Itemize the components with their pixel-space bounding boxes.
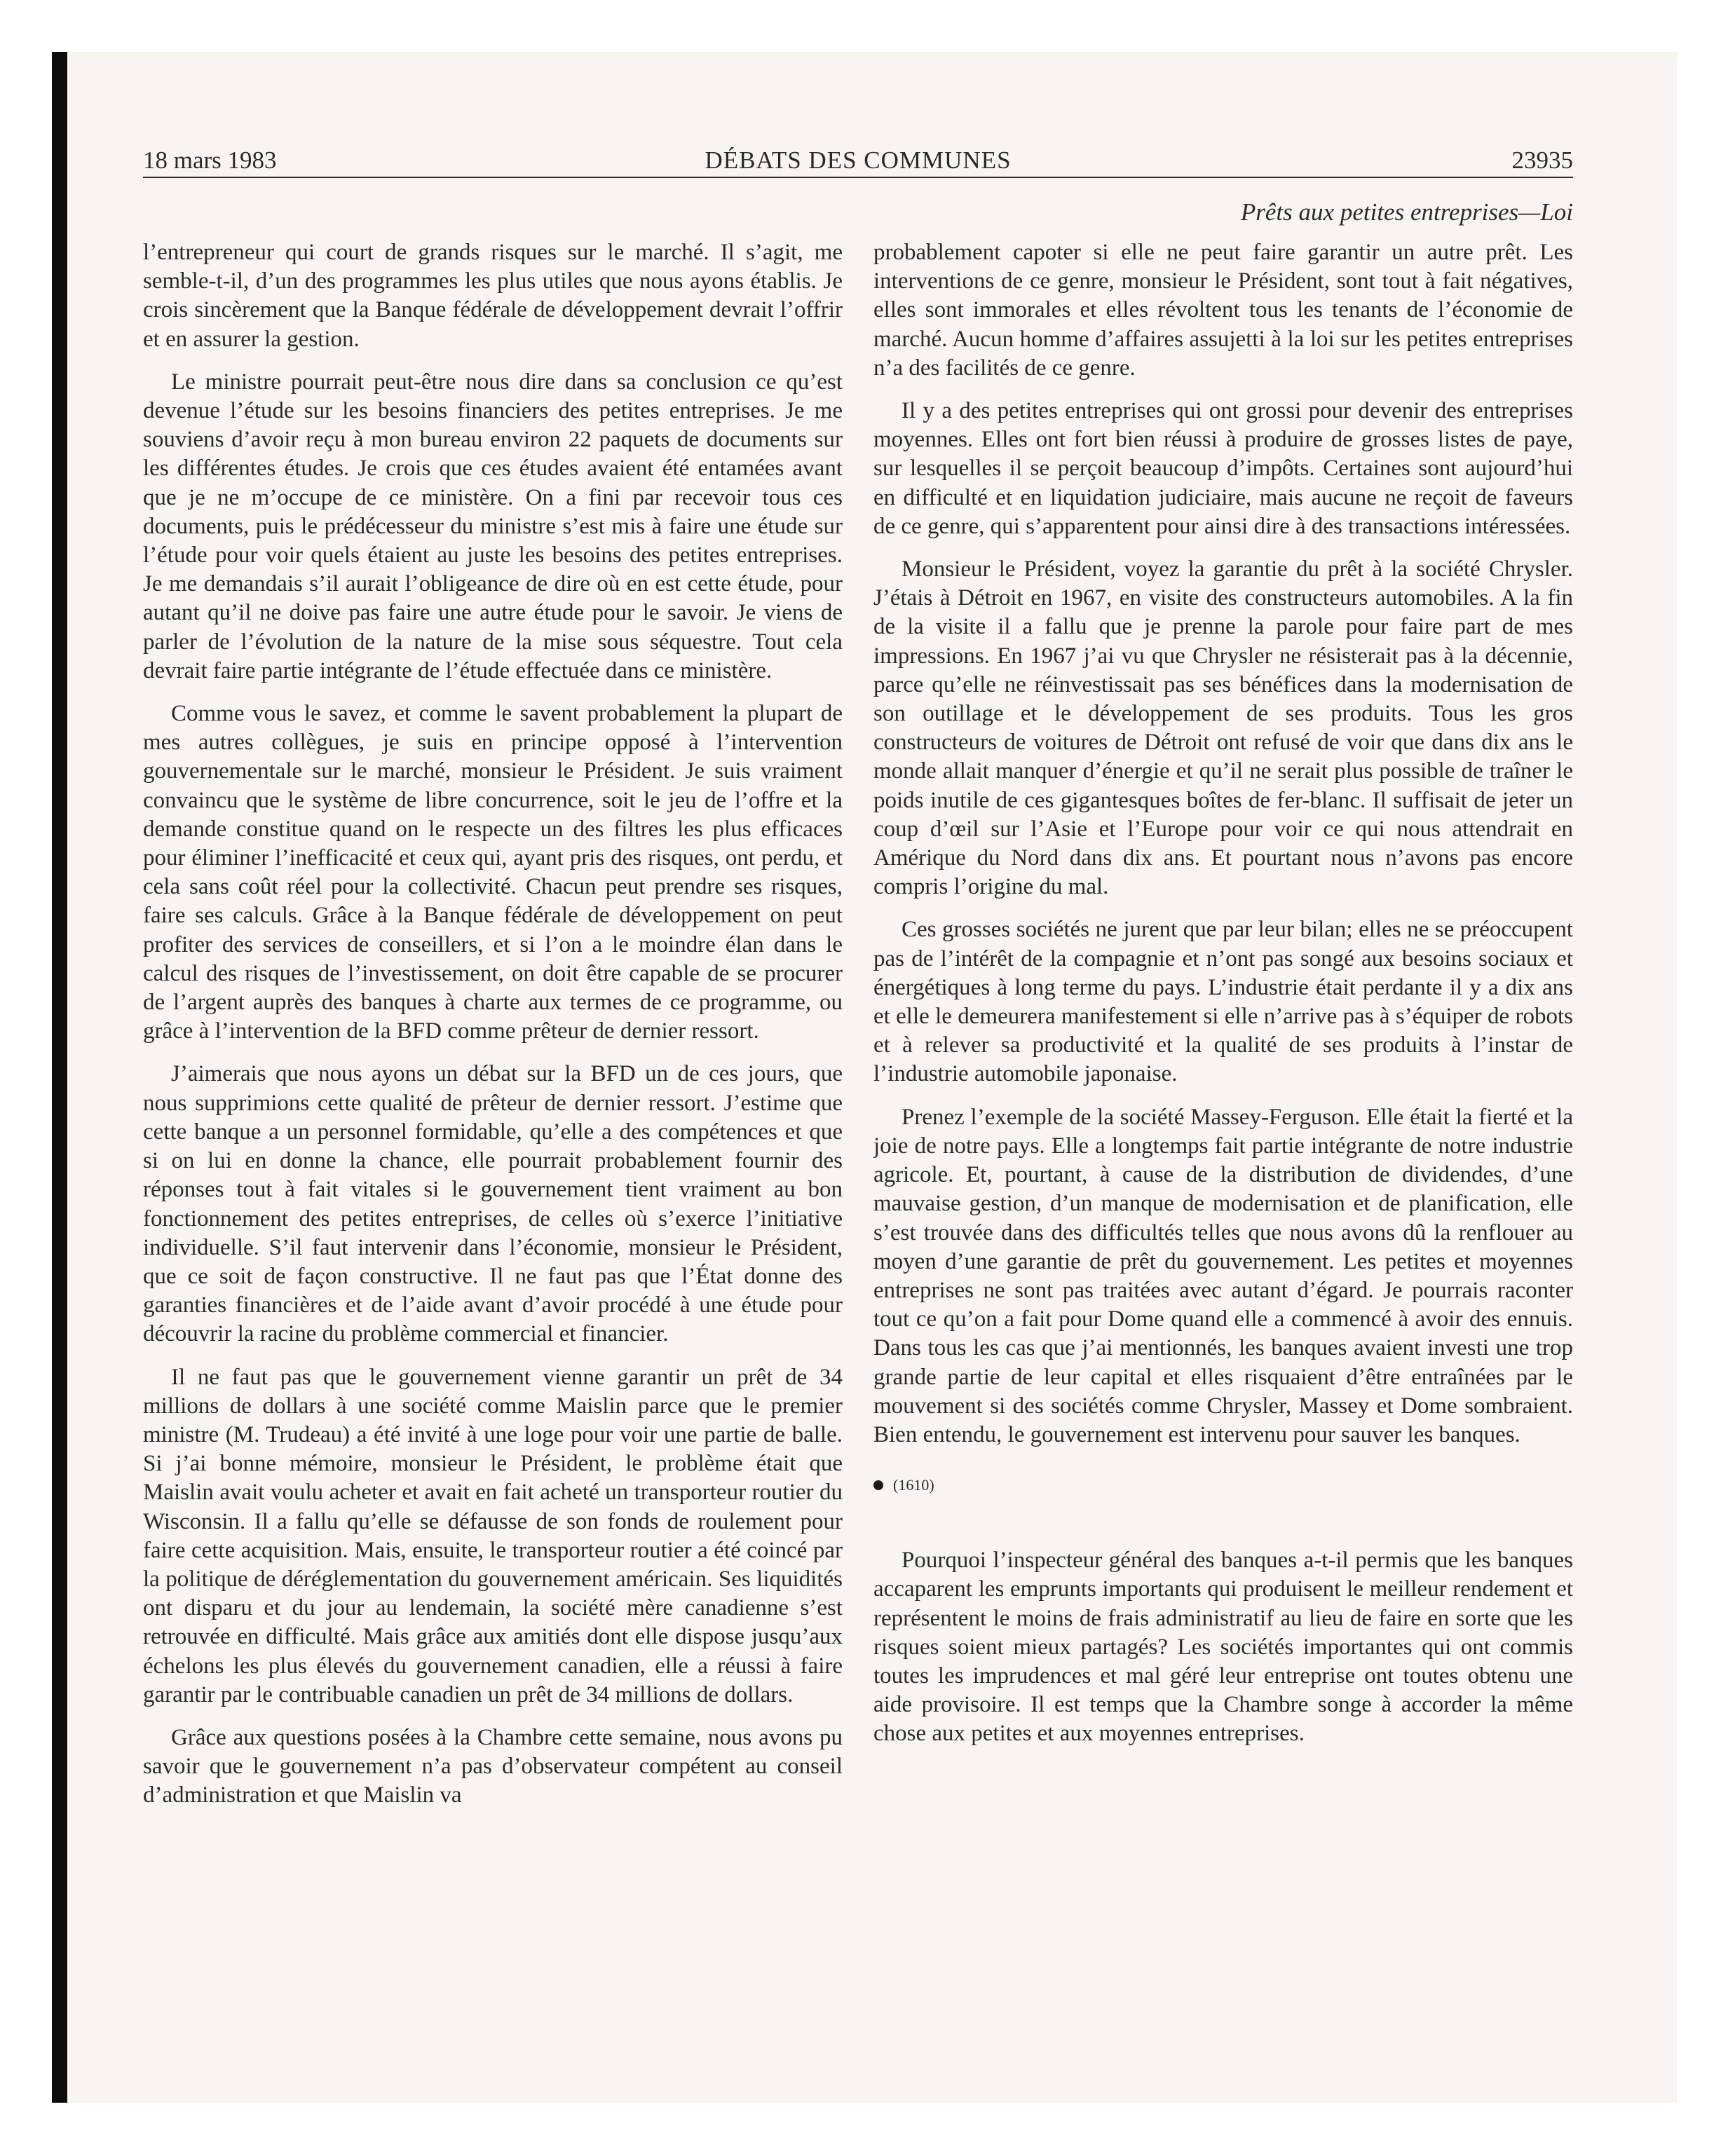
time-marker-label: (1610) [893, 1476, 934, 1494]
paragraph: Ces grosses sociétés ne jurent que par leur bilan; elles ne se préoccupent pas de l’intérêt de la compagnie et n’ont pas songé aux besoins sociaux et énergétiques à long terme du pays. L’industrie était perdante il y a dix ans et elle le demeurera manifestement si elle n’arrive pas à s’équiper de robots et à relever sa productivité et la qualité de ses produits à l’instar de l’industrie automobile japonaise. [873, 917, 1573, 1087]
section-subhead: Prêts aux petites entreprises—Loi [1240, 198, 1573, 226]
paragraph: Grâce aux questions posées à la Chambre cette semaine, nous avons pu savoir que le gouvernement n’a pas d’observateur compétent au conseil d’administration et que Maislin va [143, 1724, 843, 1808]
paragraph: J’aimerais que nous ayons un débat sur la BFD un de ces jours, que nous supprimions cette qualité de prêteur de dernier ressort. J’estime que cette banque a un personnel formidable, qu’elle a des compétences et que si on lui en donne la chance, elle pourrait probablement fournir des réponses tout à fait vitales si le gouvernement tient vraiment au bon fonctionnement des petites entreprises, de celles où s’exerce l’initiative individuelle. S’il faut intervenir dans l’économie, monsieur le Président, que ce soit de façon constructive. Il ne faut pas que l’État donne des garanties financières et de l’aide avant d’avoir procédé à une étude pour découvrir la racine du problème commercial et financier. [143, 1061, 843, 1347]
paragraph: Monsieur le Président, voyez la garantie du prêt à la société Chrysler. J’étais à Détroit en 1967, en visite des constructeurs automobiles. A la fin de la visite il a fallu que je prenne la parole pour faire part de mes impressions. En 1967 j’ai vu que Chrysler ne résisterait pas à la décennie, parce qu’elle ne réinvestissait pas ses bénéfices dans la modernisation de son outillage et le développement de ses produits. Tous les gros constructeurs de voitures de Détroit ont refusé de voir que dans dix ans le monde allait manquer d’énergie et qu’il ne serait plus possible de traîner le poids inutile de ces gigantesques boîtes de fer-blanc. Il suffisait de jeter un coup d’œil sur l’Asie et l’Europe pour voir ce qui nous attendrait en Amérique du Nord dans dix ans. Et pourtant nous n’avons pas encore compris l’origine du mal. [873, 557, 1573, 900]
right-column [873, 238, 1573, 2019]
paragraph: Pourquoi l’inspecteur général des banques a-t-il permis que les banques accaparent les emprunts importants qui produisent le meilleur rendement et représentent le moins de frais administratif au lieu de faire en sorte que les risques soient mieux partagés? Les sociétés importantes qui ont commis toutes les imprudences et mal géré leur entreprise ont toutes obtenu une aide provisoire. Il est temps que la Chambre songe à accorder la même chose aux petites et aux moyennes entreprises. [873, 1548, 1573, 1747]
left-column [143, 238, 843, 2019]
paragraph: Le ministre pourrait peut-être nous dire dans sa conclusion ce qu’est devenue l’étude sur les besoins financiers des petites entreprises. Je me souviens d’avoir reçu à mon bureau environ 22 paquets de documents sur les différentes études. Je crois que ces études avaient été entamées avant que je ne m’occupe de ce ministère. On a fini par recevoir tous ces documents, puis le prédécesseur du ministre s’est mis à faire une étude sur l’étude pour voir quels étaient au juste les besoins des petites entreprises. Je me demandais s’il aurait l’obligeance de dire où en est cette étude, pour autant qu’il ne doive pas faire une autre étude pour le savoir. Je viens de parler de l’évolution de la nature de la mise sous séquestre. Tout cela devrait faire partie intégrante de l’étude effectuée dans ce ministère. [143, 369, 843, 683]
paragraph: Prenez l’exemple de la société Massey-Ferguson. Elle était la fierté et la joie de notre pays. Elle a longtemps fait partie intégrante de notre industrie agricole. Et, pourtant, à cause de la distribution de dividendes, d’une mauvaise gestion, d’un manque de modernisation et de planification, elle s’est trouvée dans des difficultés telles que nous avons dû la renflouer au moyen d’une garantie de prêt du gouvernement. Les petites et moyennes entreprises ne sont pas traitées avec autant d’égard. Je pourrais raconter tout ce qu’on a fait pour Dome quand elle a commencé à avoir des ennuis. Dans tous les cas que j’ai mentionnés, les banques avaient investi une trop grande partie de leur capital et elles risquaient d’être entraînées par le mouvement si des sociétés comme Chrysler, Massey et Dome sombraient. Bien entendu, le gouvernement est intervenu pour sauver les banques. [873, 1104, 1573, 1447]
header-date: 18 mars 1983 [143, 146, 277, 174]
page-number: 23935 [1511, 146, 1573, 174]
bullet-icon [873, 1480, 883, 1490]
time-marker [873, 1475, 1573, 1496]
paragraph: Il y a des petites entreprises qui ont grossi pour devenir des entreprises moyennes. Elles ont fort bien réussi à produire de grosses listes de paye, sur lesquelles il se perçoit beaucoup d’impôts. Certaines sont aujourd’hui en difficulté et en liquidation judiciaire, mais aucune ne reçoit de faveurs de ce genre, qui s’apparentent pour ainsi dire à des transactions intéressées. [873, 398, 1573, 539]
paragraph: probablement capoter si elle ne peut faire garantir un autre prêt. Les interventions de ce genre, monsieur le Président, sont tout à fait négatives, elles sont immorales et elles révoltent tous les tenants de l’économie de marché. Aucun homme d’affaires assujetti à la loi sur les petites entreprises n’a des facilités de ce genre. [873, 240, 1573, 381]
paragraph: l’entrepreneur qui court de grands risques sur le marché. Il s’agit, me semble-t-il, d’un des programmes les plus utiles que nous ayons établis. Je crois sincèrement que la Banque fédérale de développement devrait l’offrir et en assurer la gestion. [143, 240, 843, 352]
header-rule [143, 177, 1573, 178]
paragraph: Il ne faut pas que le gouvernement vienne garantir un prêt de 34 millions de dollars à une société comme Maislin parce que le premier ministre (M. Trudeau) a été invité à une loge pour voir une partie de balle. Si j’ai bonne mémoire, monsieur le Président, le problème était que Maislin avait voulu acheter et avait en fait acheté un transporteur routier du Wisconsin. Il a fallu qu’elle se défausse de son fonds de roulement pour faire cette acquisition. Mais, ensuite, le transporteur routier a été coincé par la politique de déréglementation du gouvernement américain. Ses liquidités ont disparu et du jour au lendemain, la société mère canadienne s’est retrouvée en difficulté. Mais grâce aux amitiés dont elle dispose jusqu’aux échelons les plus élevés du gouvernement canadien, elle a réussi à faire garantir par le contribuable canadien un prêt de 34 millions de dollars. [143, 1364, 843, 1707]
paragraph: Comme vous le savez, et comme le savent probablement la plupart de mes autres collègues, je suis en principe opposé à l’intervention gouvernementale sur le marché, monsieur le Président. Je suis vraiment convaincu que le système de libre concurrence, soit le jeu de l’offre et la demande constitue quand on le respecte un des filtres les plus efficaces pour éliminer l’inefficacité et ceux qui, ayant pris des risques, ont perdu, et cela sans coût réel pour la collectivité. Chacun peut prendre ses risques, faire ses calculs. Grâce à la Banque fédérale de développement on peut profiter des services de conseillers, et si l’on a le moindre élan dans le calcul des risques de l’investissement, on doit être capable de se procurer de l’argent auprès des banques à charte aux termes de ce programme, ou grâce à l’intervention de la BFD comme prêteur de dernier ressort. [143, 701, 843, 1044]
running-head [143, 144, 1573, 177]
header-title: DÉBATS DES COMMUNES [705, 146, 1012, 174]
